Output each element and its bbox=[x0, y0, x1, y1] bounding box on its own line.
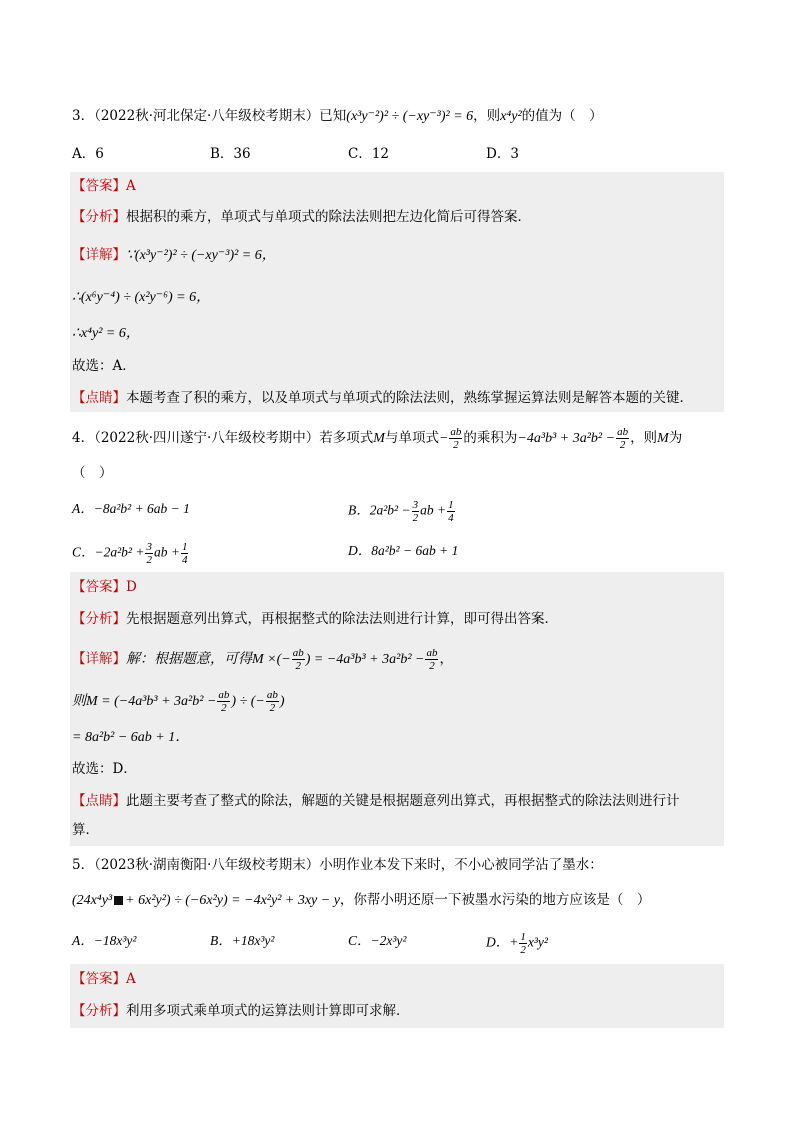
option-c: C．−2a²b² + $\frac{3}{2}$ ab + $\frac{1}{4}$ bbox=[72, 541, 188, 566]
question-5-line2: (24x⁴y³ + 6x²y²) ÷ (−6x²y) = −4x²y² + 3xy − y，你帮小明还原一下被墨水污染的地方应该是（ ） bbox=[72, 892, 651, 908]
detail-row: 则M = (−4a³b³ + 3a²b² − $\frac{ab}{2}$ ) ÷ (− $\frac{ab}{2}$ ) bbox=[72, 689, 285, 714]
option-b: B．2a²b² − $\frac{3}{2}$ ab + $\frac{1}{4}$ bbox=[348, 499, 454, 524]
option-a: A．6 bbox=[72, 146, 104, 162]
question-expression: x⁴y² bbox=[500, 109, 522, 124]
ink-blot bbox=[114, 896, 123, 905]
question-4: 4．（2022秋·四川遂宁·八年级校考期中）若多项式M与单项式− $\frac{ab}{2}$ 的乘积为−4a³b³ + 3a²b² − $\frac{ab}{2}$ ，则M为 bbox=[72, 426, 683, 451]
option-b: B．+18x³y² bbox=[210, 933, 275, 948]
option-d: D．3 bbox=[486, 146, 519, 162]
question-expression: (x³y⁻²)² ÷ (−xy⁻³)² = 6 bbox=[346, 109, 474, 124]
answer-row: 【答案】D bbox=[72, 579, 137, 595]
option-a: A．−18x³y² bbox=[72, 933, 137, 948]
comment-row: 【点睛】本题考查了积的乘方，以及单项式与单项式的除法法则，熟练掌握运算法则是解答本题的关键． bbox=[72, 390, 693, 406]
option-a: A．−8a²b² + 6ab − 1 bbox=[72, 501, 190, 516]
question-5: 5．（2023秋·湖南衡阳·八年级校考期末）小明作业本发下来时，不小心被同学沾了墨水： bbox=[72, 857, 603, 873]
choose-row: 故选：D． bbox=[72, 761, 137, 777]
choose-row: 故选：A． bbox=[72, 358, 136, 374]
analysis-row: 【分析】利用多项式乘单项式的运算法则计算即可求解． bbox=[72, 1003, 410, 1019]
option-d: D．+ $\frac{1}{2}$ x³y² bbox=[486, 931, 548, 956]
option-b: B．36 bbox=[210, 146, 251, 162]
fraction: $\frac{ab}{2}$ bbox=[450, 426, 462, 451]
question-text: 的值为（ ） bbox=[521, 108, 603, 124]
comment-row: 算． bbox=[72, 822, 99, 838]
analysis-row: 【分析】先根据题意列出算式，再根据整式的除法法则进行计算，即可得出答案． bbox=[72, 611, 558, 627]
option-c: C．12 bbox=[348, 146, 390, 162]
answer-row: 【答案】A bbox=[72, 971, 136, 987]
detail-row: ∴(x⁶y⁻⁴) ÷ (x²y⁻⁶) = 6， bbox=[72, 290, 211, 305]
detail-row: 【详解】解：根据题意，可得M ×(− $\frac{ab}{2}$ ) = −4a³b³ + 3a²b² − $\frac{ab}{2}$ ， bbox=[72, 647, 453, 672]
question-3 bbox=[72, 106, 603, 127]
detail-row: 【详解】∵(x³y⁻²)² ÷ (−xy⁻³)² = 6， bbox=[72, 247, 276, 263]
detail-row: = 8a²b² − 6ab + 1． bbox=[72, 730, 190, 745]
question-4-line2: （ ） bbox=[72, 465, 113, 481]
option-c: C．−2x³y² bbox=[348, 933, 407, 948]
option-d: D．8a²b² − 6ab + 1 bbox=[348, 543, 459, 558]
question-source: （2022秋·河北保定·八年级校考期末） bbox=[94, 108, 320, 124]
comment-row: 【点睛】此题主要考查了整式的除法，解题的关键是根据题意列出算式，再根据整式的除法法则进行计 bbox=[72, 793, 680, 809]
answer-row: 【答案】A bbox=[72, 178, 136, 194]
fraction: $\frac{ab}{2}$ bbox=[617, 426, 629, 451]
question-text: 已知 bbox=[319, 108, 347, 124]
analysis-row: 【分析】根据积的乘方，单项式与单项式的除法法则把左边化简后可得答案． bbox=[72, 209, 531, 225]
detail-row: ∴x⁴y² = 6， bbox=[72, 326, 140, 341]
question-text: ，则 bbox=[473, 108, 501, 124]
question-number: 3． bbox=[72, 108, 95, 124]
